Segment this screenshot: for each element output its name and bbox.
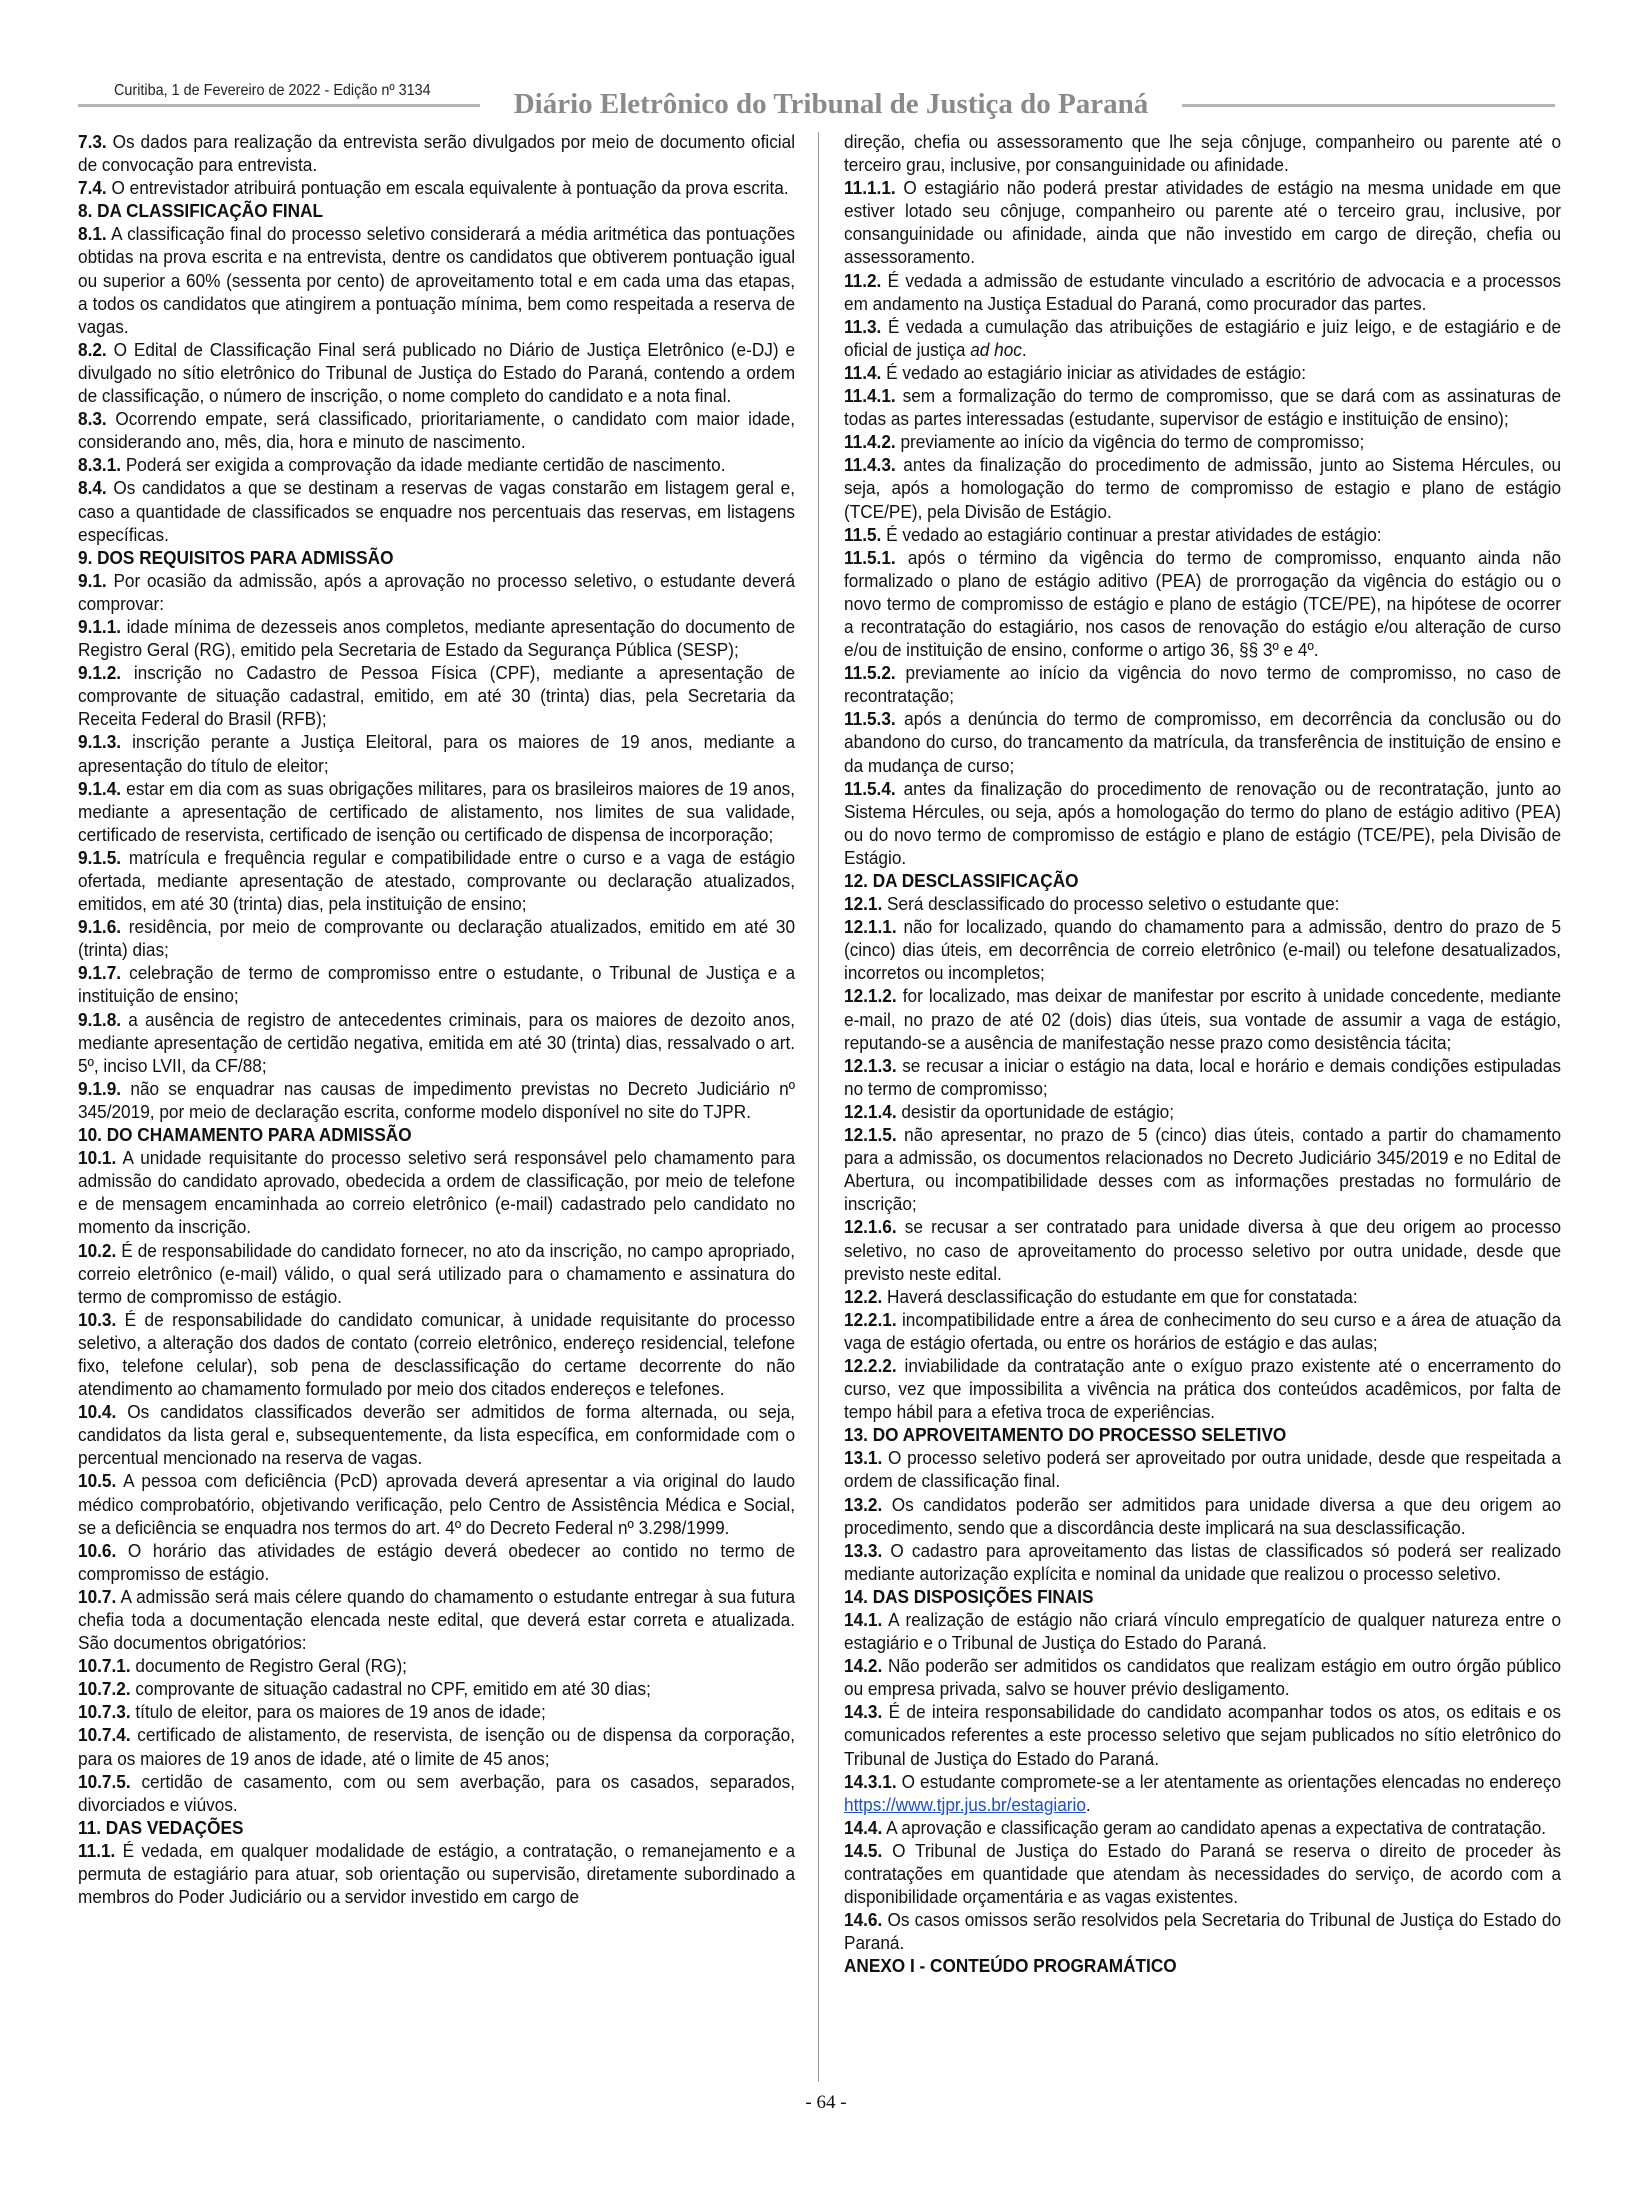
section-heading xyxy=(844,869,1561,892)
clause-number: 12.1.5. xyxy=(844,1124,897,1146)
clause-text: inscrição no Cadastro de Pessoa Física (CPF), mediante a apresentação de comprovante de situação cadastral, emitido, em até 30 (trinta) dias, pela Secretaria da Receita Federal do Brasil (RFB); xyxy=(78,662,796,730)
clause-text: É de responsabilidade do candidato comunicar, à unidade requisitante do processo seletivo, a alteração dos dados de contato (correio eletrônico, endereço residencial, telefone fixo, telefone celular), sob pena de desclassificação do certame decorrente do não atendimento ao chamamento formulado por meio dos citados endereços e telefones. xyxy=(78,1308,796,1400)
clause-paragraph xyxy=(78,777,795,846)
clause-paragraph xyxy=(844,384,1561,430)
clause-text: É vedada a admissão de estudante vinculado a escritório de advocacia e a processos em andamento na Justiça Estadual do Paraná, como procurador das partes. xyxy=(844,269,1562,314)
clause-paragraph xyxy=(78,1400,795,1469)
clause-number: ANEXO I - CONTEÚDO PROGRAMÁTICO xyxy=(844,1955,1177,1977)
clause-text: É vedada, em qualquer modalidade de estágio, a contratação, o remanejamento e a permuta de estagiário para atuar, sob orientação ou supervisão, diretamente subordinado a membros do Poder Judiciário ou a servidor investido em cargo de xyxy=(78,1839,796,1908)
clause-number: 10. DO CHAMAMENTO PARA ADMISSÃO xyxy=(78,1124,412,1146)
clause-text: O estudante compromete-se a ler atentamente as orientações elencadas no endereço xyxy=(896,1770,1562,1792)
clause-paragraph xyxy=(78,130,795,176)
clause-paragraph xyxy=(78,338,795,407)
clause-number: 11.1. xyxy=(78,1839,116,1861)
clause-number: 12.1.6. xyxy=(844,1216,897,1238)
clause-text: O estagiário não poderá prestar atividades de estágio na mesma unidade em que estiver lotado seu cônjuge, companheiro ou parente até o terceiro grau, inclusive, por consanguinidade ou afinidade, ainda que não investido em cargo de direção, chefia ou assessoramento. xyxy=(844,177,1562,268)
clause-number: 13.2. xyxy=(844,1493,883,1515)
clause-number: 12. DA DESCLASSIFICAÇÃO xyxy=(844,870,1079,891)
clause-paragraph xyxy=(78,1770,795,1816)
clause-number: 8. DA CLASSIFICAÇÃO FINAL xyxy=(78,200,324,222)
header-rule-left xyxy=(78,104,480,107)
clause-number: 9. DOS REQUISITOS PARA ADMISSÃO xyxy=(78,546,394,568)
clause-text: inscrição perante a Justiça Eleitoral, para os maiores de 19 anos, mediante a apresentação do título de eleitor; xyxy=(78,731,796,776)
clause-number: 10.7.1. xyxy=(78,1655,131,1677)
clause-paragraph xyxy=(844,1839,1561,1908)
clause-paragraph xyxy=(844,1308,1561,1354)
clause-paragraph xyxy=(844,661,1561,707)
clause-text: A admissão será mais célere quando do chamamento o estudante entregar à sua futura chefia toda a documentação elencada neste edital, que deverá estar correta e atualizada. São documentos obrigatórios: xyxy=(78,1585,796,1654)
clause-number: 12.1.3. xyxy=(844,1054,897,1076)
clause-paragraph xyxy=(844,523,1561,546)
clause-text: certidão de casamento, com ou sem averbação, para os casados, separados, divorciados e viúvos. xyxy=(78,1770,796,1815)
clause-number: 9.1. xyxy=(78,569,107,591)
clause-text: direção, chefia ou assessoramento que lhe seja cônjuge, companheiro ou parente até o terceiro grau, inclusive, por consanguinidade ou afinidade. xyxy=(844,131,1562,176)
clause-paragraph xyxy=(844,361,1561,384)
clause-paragraph xyxy=(844,892,1561,915)
clause-paragraph xyxy=(78,1677,795,1700)
clause-text: Os candidatos poderão ser admitidos para unidade diversa a que deu origem ao procedimento, sendo que a discordância deste implicará na sua desclassificação. xyxy=(844,1493,1562,1538)
clause-paragraph xyxy=(844,1054,1561,1100)
clause-text: sem a formalização do termo de compromisso, que se dará com as assinaturas de todas as partes interessadas (estudante, supervisor de estágio e instituição de ensino); xyxy=(844,385,1562,430)
clause-paragraph xyxy=(844,269,1561,315)
clause-text: Os casos omissos serão resolvidos pela Secretaria do Tribunal de Justiça do Estado do Paraná. xyxy=(844,1909,1562,1954)
clause-paragraph xyxy=(78,1146,795,1238)
clause-paragraph xyxy=(844,430,1561,453)
estagiario-link[interactable]: https://www.tjpr.jus.br/estagiario xyxy=(844,1793,1086,1815)
clause-text: O processo seletivo poderá ser aproveitado por outra unidade, desde que respeitada a ordem de classificação final. xyxy=(844,1447,1562,1492)
clause-paragraph xyxy=(78,1077,795,1123)
clause-text: O Tribunal de Justiça do Estado do Paraná se reserva o direito de proceder às contratações em quantidade que atendam às necessidades do serviço, de acordo com a disponibilidade orçamentária e as vagas existentes. xyxy=(844,1839,1562,1908)
clause-paragraph xyxy=(78,176,795,199)
clause-number: 10.4. xyxy=(78,1401,117,1423)
clause-paragraph xyxy=(78,407,795,453)
section-heading xyxy=(78,1123,795,1146)
clause-number: 9.1.9. xyxy=(78,1077,122,1099)
clause-text: não apresentar, no prazo de 5 (cinco) dias úteis, contado a partir do chamamento para a admissão, os documentos relacionados no Decreto Judiciário 345/2019 e no Edital de Abertura, ou incompatibilidade desses com as informações prestadas no formulário de inscrição; xyxy=(844,1124,1562,1215)
clause-paragraph xyxy=(844,1100,1561,1123)
clause-paragraph xyxy=(844,1539,1561,1585)
clause-text: O entrevistador atribuirá pontuação em escala equivalente à pontuação da prova escrita. xyxy=(106,177,789,199)
clause-number: 12.1.2. xyxy=(844,985,897,1007)
clause-text: residência, por meio de comprovante ou declaração atualizados, emitido em até 30 (trinta) dias; xyxy=(78,916,796,961)
clause-paragraph xyxy=(78,661,795,730)
clause-text: O Edital de Classificação Final será publicado no Diário de Justiça Eletrônico (e-DJ) e divulgado no sítio eletrônico do Tribunal de Justiça do Estado do Paraná, contendo a ordem de classificação, o número de inscrição, o nome completo do candidato e a nota final. xyxy=(78,338,796,407)
clause-paragraph xyxy=(78,1723,795,1769)
clause-number: 11.2. xyxy=(844,269,882,291)
clause-number: 14.5. xyxy=(844,1839,883,1861)
clause-text: Poderá ser exigida a comprovação da idade mediante certidão de nascimento. xyxy=(121,454,726,476)
clause-text: Ocorrendo empate, será classificado, prioritariamente, o candidato com maior idade, considerando ano, mês, dia, hora e minuto de nascimento. xyxy=(78,408,796,453)
clause-number: 12.2. xyxy=(844,1285,883,1307)
section-heading xyxy=(844,1954,1561,1977)
clause-text: idade mínima de dezesseis anos completos, mediante apresentação do documento de Registro Geral (RG), emitido pela Secretaria de Estado da Segurança Pública (SESP); xyxy=(78,615,796,661)
clause-text: A realização de estágio não criará vínculo empregatício de qualquer natureza entre o estagiário e o Tribunal de Justiça do Estado do Paraná. xyxy=(844,1609,1562,1654)
clause-text: se recusar a ser contratado para unidade diversa à que deu origem ao processo seletivo, no caso de aproveitamento do processo seletivo por outra unidade, desde que previsto neste edital. xyxy=(844,1216,1562,1284)
clause-number: 14.3. xyxy=(844,1701,883,1723)
clause-text: comprovante de situação cadastral no CPF, emitido em até 30 dias; xyxy=(130,1678,651,1700)
clause-text: desistir da oportunidade de estágio; xyxy=(896,1100,1175,1122)
clause-italic-term: ad hoc xyxy=(970,338,1022,360)
clause-text: Haverá desclassificação do estudante em que for constatada: xyxy=(882,1285,1358,1307)
clause-number: 13. DO APROVEITAMENTO DO PROCESSO SELETIVO xyxy=(844,1424,1287,1446)
clause-number: 8.1. xyxy=(78,223,107,245)
clause-number: 12.2.2. xyxy=(844,1354,897,1376)
clause-number: 11.4.1. xyxy=(844,385,896,407)
clause-paragraph xyxy=(78,1008,795,1077)
clause-paragraph xyxy=(78,1469,795,1538)
clause-number: 10.1. xyxy=(78,1147,117,1169)
clause-paragraph xyxy=(78,1700,795,1723)
clause-text: Por ocasião da admissão, após a aprovação no processo seletivo, o estudante deverá comprovar: xyxy=(78,569,796,614)
clause-number: 9.1.1. xyxy=(78,615,122,637)
clause-text-end: . xyxy=(1021,338,1027,360)
clause-text: A classificação final do processo seletivo considerará a média aritmética das pontuações obtidas na prova escrita e na entrevista, dentre os candidatos que obtiverem pontuação igual ou superior a 60% (sessenta por cento) de aproveitamento total e em cada uma das etapas, a todos os candidatos que atingirem a pontuação mínima, bem como respeitada a reserva de vagas. xyxy=(78,223,796,337)
clause-text: antes da finalização do procedimento de renovação ou de recontratação, junto ao Sistema Hércules, ou seja, após a homologação do termo do plano de estágio aditivo (PEA) ou do novo termo de compromisso de estágio e plano de estágio (TCE/PE), pela Divisão de Estágio. xyxy=(844,777,1562,868)
clause-text: incompatibilidade entre a área de conhecimento do seu curso e a área de atuação da vaga de estágio ofertada, ou entre os horários de estágio e das aulas; xyxy=(844,1308,1562,1353)
clause-paragraph xyxy=(844,1654,1561,1700)
column-divider xyxy=(818,132,819,2082)
clause-text: O cadastro para aproveitamento das listas de classificados só poderá ser realizado mediante autorização explícita e nominal da unidade que realizou o processo seletivo. xyxy=(844,1539,1562,1584)
section-heading xyxy=(78,546,795,569)
clause-text: previamente ao início da vigência do novo termo de compromisso, no caso de recontratação; xyxy=(844,662,1562,707)
clause-paragraph xyxy=(78,1585,795,1654)
clause-number: 8.4. xyxy=(78,477,107,499)
clause-paragraph xyxy=(78,1539,795,1585)
clause-text: não for localizado, quando do chamamento para a admissão, dentro do prazo de 5 (cinco) dias úteis, em decorrência de correio eletrônico (e-mail) ou telefone desatualizados, incorretos ou incompletos; xyxy=(844,916,1562,984)
clause-paragraph xyxy=(844,1285,1561,1308)
clause-number: 9.1.4. xyxy=(78,777,122,799)
clause-text: certificado de alistamento, de reservista, de isenção ou de dispensa da corporação, para os maiores de 19 anos de idade, até o limite de 45 anos; xyxy=(78,1724,796,1769)
clause-paragraph xyxy=(78,846,795,915)
clause-number: 9.1.8. xyxy=(78,1008,122,1030)
clause-number: 13.1. xyxy=(844,1447,883,1469)
clause-paragraph xyxy=(844,1608,1561,1654)
clause-text: É vedado ao estagiário continuar a prestar atividades de estágio: xyxy=(881,523,1382,545)
clause-number: 11.3. xyxy=(844,315,882,337)
clause-text: A aprovação e classificação geram ao candidato apenas a expectativa de contratação. xyxy=(882,1816,1547,1838)
clause-paragraph xyxy=(844,130,1561,176)
clause-number: 11.4.2. xyxy=(844,431,896,453)
clause-paragraph xyxy=(78,1654,795,1677)
clause-number: 11.5.2. xyxy=(844,662,896,684)
clause-number: 8.3. xyxy=(78,408,107,430)
section-heading xyxy=(844,1585,1561,1608)
clause-text: previamente ao início da vigência do termo de compromisso; xyxy=(895,431,1365,453)
clause-number: 9.1.3. xyxy=(78,731,122,753)
clause-text: após o término da vigência do termo de compromisso, enquanto ainda não formalizado o plano de estágio aditivo (PEA) de prorrogação da vigência do estágio ou o novo termo de compromisso de estágio e plano de estágio (TCE/PE), na hipótese de ocorrer a recontratação do estagiário, nos casos de renovação do estágio e/ou alteração de curso e/ou de instituição de ensino, conforme o artigo 36, §§ 3º e 4º. xyxy=(844,546,1562,661)
clause-number: 12.1.1. xyxy=(844,916,897,938)
clause-text: antes da finalização do procedimento de admissão, junto ao Sistema Hércules, ou seja, após a homologação do termo de compromisso de estagio e plano de estágio (TCE/PE), pela Divisão de Estágio. xyxy=(844,454,1562,522)
clause-text: Será desclassificado do processo seletivo o estudante que: xyxy=(882,893,1340,915)
clause-number: 10.7.3. xyxy=(78,1701,131,1723)
clause-text: A pessoa com deficiência (PcD) aprovada deverá apresentar a via original do laudo médico comprobatório, objetivando verificação, pelo Centro de Assistência Médica e Social, se a deficiência se enquadra nos termos do art. 4º do Decreto Federal nº 3.298/1999. xyxy=(78,1470,796,1538)
clause-paragraph xyxy=(844,1770,1561,1816)
right-column xyxy=(844,130,1561,1978)
clause-paragraph xyxy=(844,984,1561,1053)
clause-paragraph xyxy=(844,1215,1561,1284)
clause-paragraph xyxy=(844,707,1561,776)
clause-number: 11.5.4. xyxy=(844,777,896,799)
clause-paragraph xyxy=(844,1123,1561,1215)
left-column xyxy=(78,130,795,1908)
clause-number: 8.2. xyxy=(78,338,107,360)
clause-number: 12.1. xyxy=(844,893,883,915)
clause-paragraph xyxy=(844,546,1561,661)
clause-text: documento de Registro Geral (RG); xyxy=(130,1655,407,1677)
clause-paragraph xyxy=(844,453,1561,522)
clause-text: após a denúncia do termo de compromisso, em decorrência da conclusão ou do abandono do curso, do trancamento da matrícula, da transferência de instituição de ensino e da mudança de curso; xyxy=(844,708,1562,776)
clause-number: 12.2.1. xyxy=(844,1308,897,1330)
page-number: - 64 - xyxy=(805,2092,847,2113)
clause-number: 14.3.1. xyxy=(844,1770,897,1792)
clause-paragraph xyxy=(78,915,795,961)
clause-text: a ausência de registro de antecedentes criminais, para os maiores de dezoito anos, mediante apresentação de certidão negativa, emitida em até 30 (trinta) dias, ressalvado o art. 5º, inciso LVII, da CF/88; xyxy=(78,1008,796,1076)
clause-text: for localizado, mas deixar de manifestar por escrito à unidade concedente, mediante e-mail, no prazo de até 02 (dois) dias úteis, sua vontade de assumir a vaga de estágio, reputando-se a ausência de manifestação nesse prazo como desistência tácita; xyxy=(844,985,1562,1053)
clause-text: É vedado ao estagiário iniciar as atividades de estágio: xyxy=(881,361,1306,383)
clause-number: 11.5. xyxy=(844,523,882,545)
clause-paragraph xyxy=(78,453,795,476)
clause-number: 9.1.7. xyxy=(78,962,122,984)
clause-paragraph xyxy=(78,569,795,615)
section-heading xyxy=(844,1423,1561,1446)
clause-number: 10.7. xyxy=(78,1585,117,1607)
clause-text: celebração de termo de compromisso entre o estudante, o Tribunal de Justiça e a instituição de ensino; xyxy=(78,962,796,1007)
clause-paragraph xyxy=(844,915,1561,984)
clause-number: 9.1.2. xyxy=(78,662,122,684)
clause-number: 14.4. xyxy=(844,1816,883,1838)
clause-text: matrícula e frequência regular e compatibilidade entre o curso e a vaga de estágio ofertada, mediante apresentação de atestado, comprovante ou declaração atualizados, emitidos, em até 30 (trinta) dias, pela instituição de ensino; xyxy=(78,846,796,915)
clause-paragraph xyxy=(78,615,795,661)
clause-number: 14. DAS DISPOSIÇÕES FINAIS xyxy=(844,1585,1094,1607)
clause-paragraph xyxy=(78,1239,795,1308)
clause-text: É vedada a cumulação das atribuições de estagiário e juiz leigo, e de estagiário e de oficial de justiça xyxy=(844,315,1562,360)
clause-paragraph xyxy=(78,1839,795,1908)
clause-number: 14.6. xyxy=(844,1909,883,1931)
clause-number: 9.1.6. xyxy=(78,916,122,938)
clause-text: título de eleitor, para os maiores de 19 anos de idade; xyxy=(130,1701,546,1723)
clause-number: 13.3. xyxy=(844,1539,883,1561)
clause-text: inviabilidade da contratação ante o exíguo prazo existente até o encerramento do curso, vez que impossibilita a vivência na prática dos conteúdos acadêmicos, por falta de tempo hábil para a efetiva troca de experiências. xyxy=(844,1354,1562,1423)
clause-number: 11.5.1. xyxy=(844,546,896,568)
clause-number: 7.4. xyxy=(78,177,107,199)
clause-number: 11.4.3. xyxy=(844,454,896,476)
clause-text-end: . xyxy=(1085,1793,1091,1815)
clause-number: 14.2. xyxy=(844,1655,883,1677)
clause-number: 11. DAS VEDAÇÕES xyxy=(78,1816,244,1838)
clause-number: 12.1.4. xyxy=(844,1100,897,1122)
clause-paragraph xyxy=(78,961,795,1007)
clause-number: 11.4. xyxy=(844,361,882,383)
clause-number: 10.3. xyxy=(78,1308,117,1330)
clause-text: É de responsabilidade do candidato fornecer, no ato da inscrição, no campo apropriado, correio eletrônico (e-mail) válido, o qual será utilizado para o chamamento e assinatura do termo de compromisso de estágio. xyxy=(78,1239,796,1307)
clause-text: se recusar a iniciar o estágio na data, local e horário e demais condições estipuladas no termo de compromisso; xyxy=(844,1054,1562,1099)
section-heading xyxy=(78,1816,795,1839)
section-heading xyxy=(78,199,795,222)
clause-paragraph xyxy=(78,1308,795,1400)
clause-paragraph xyxy=(78,222,795,337)
clause-paragraph xyxy=(844,1354,1561,1423)
clause-text: A unidade requisitante do processo seletivo será responsável pelo chamamento para admissão do candidato aprovado, obedecida a ordem de classificação, por meio de telefone e de mensagem encaminhada ao correio eletrônico (e-mail) cadastrado pelo candidato no momento da inscrição. xyxy=(78,1147,796,1238)
clause-number: 10.7.5. xyxy=(78,1770,131,1792)
clause-text: Os dados para realização da entrevista serão divulgados por meio de documento oficial de convocação para entrevista. xyxy=(78,131,796,176)
edition-dateline: Curitiba, 1 de Fevereiro de 2022 - Edição nº 3134 xyxy=(114,82,431,99)
clause-paragraph xyxy=(844,777,1561,869)
clause-text: Os candidatos classificados deverão ser admitidos de forma alternada, ou seja, candidatos da lista geral e, subsequentemente, da lista específica, em conformidade com o percentual mencionado na reserva de vagas. xyxy=(78,1401,796,1469)
clause-paragraph xyxy=(844,1816,1561,1839)
clause-paragraph xyxy=(78,730,795,776)
clause-text: estar em dia com as suas obrigações militares, para os brasileiros maiores de 19 anos, mediante a apresentação de certificado de alistamento, nos limites de sua validade, certificado de reservista, certificado de isenção ou certificado de dispensa de incorporação; xyxy=(78,777,796,845)
clause-number: 10.7.2. xyxy=(78,1678,131,1700)
clause-number: 10.7.4. xyxy=(78,1724,131,1746)
header-rule-right xyxy=(1182,104,1555,107)
clause-text: não se enquadrar nas causas de impedimento previstas no Decreto Judiciário nº 345/2019, por meio de declaração escrita, conforme modelo disponível no site do TJPR. xyxy=(78,1077,796,1122)
clause-paragraph xyxy=(844,176,1561,268)
clause-text: É de inteira responsabilidade do candidato acompanhar todos os atos, os editais e os comunicados referentes a este processo seletivo que sejam publicados no sítio eletrônico do Tribunal de Justiça do Estado do Paraná. xyxy=(844,1701,1562,1769)
clause-paragraph xyxy=(844,1493,1561,1539)
clause-number: 10.2. xyxy=(78,1239,117,1261)
clause-number: 7.3. xyxy=(78,131,107,152)
journal-title: Diário Eletrônico do Tribunal de Justiça do Paraná xyxy=(513,88,1149,120)
clause-number: 14.1. xyxy=(844,1609,883,1630)
clause-text: O horário das atividades de estágio deverá obedecer ao contido no termo de compromisso de estágio. xyxy=(78,1539,796,1584)
clause-number: 10.6. xyxy=(78,1539,117,1561)
clause-paragraph xyxy=(78,476,795,545)
clause-paragraph xyxy=(844,315,1561,361)
clause-number: 11.5.3. xyxy=(844,708,896,730)
clause-number: 8.3.1. xyxy=(78,454,122,476)
clause-paragraph xyxy=(844,1700,1561,1769)
clause-number: 11.1.1. xyxy=(844,177,896,199)
clause-paragraph xyxy=(844,1446,1561,1492)
clause-text: Não poderão ser admitidos os candidatos que realizam estágio em outro órgão público ou empresa privada, salvo se houver prévio desligamento. xyxy=(844,1655,1562,1700)
clause-text: Os candidatos a que se destinam a reservas de vagas constarão em listagem geral e, caso a quantidade de classificados se enquadre nos percentuais das reservas, em listagens específicas. xyxy=(78,477,796,545)
clause-paragraph xyxy=(844,1908,1561,1954)
clause-number: 9.1.5. xyxy=(78,846,122,868)
clause-number: 10.5. xyxy=(78,1470,117,1492)
